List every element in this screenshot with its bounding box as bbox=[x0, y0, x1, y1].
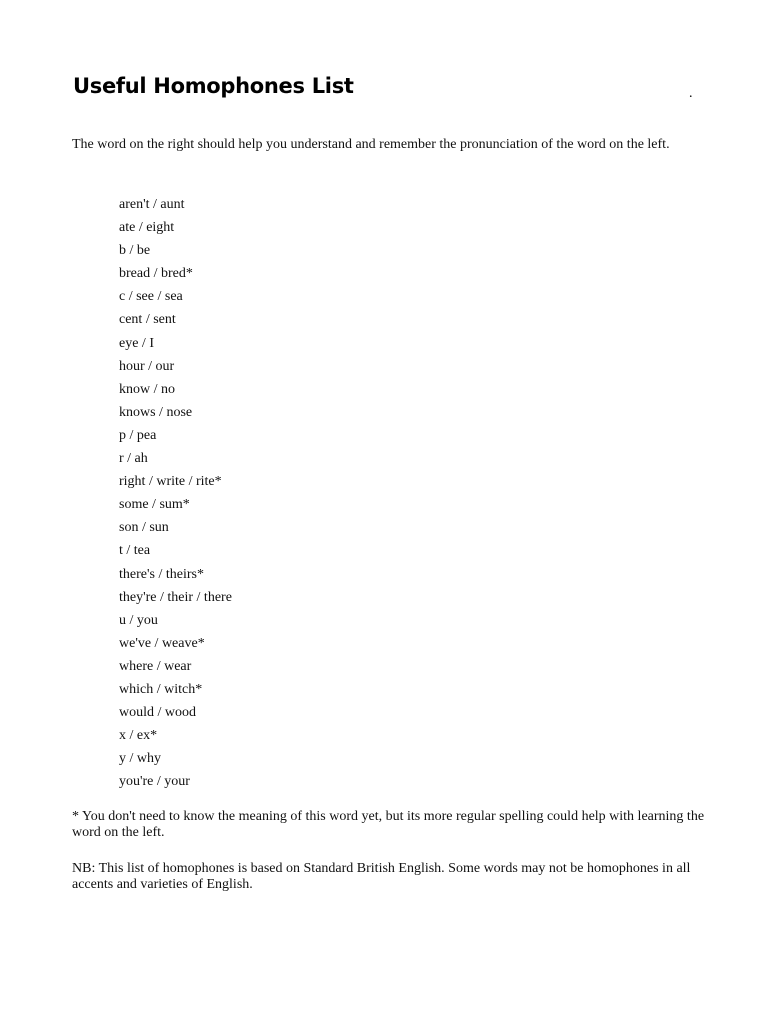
stray-mark: . bbox=[689, 86, 693, 101]
list-item: knows / nose bbox=[119, 404, 193, 420]
list-item: which / witch* bbox=[119, 681, 203, 697]
list-item: know / no bbox=[119, 381, 175, 397]
list-item: t / tea bbox=[119, 543, 151, 559]
nb-note: NB: This list of homophones is based on Standard British English. Some words may not be homophones in all accents and varieties of English. bbox=[72, 861, 691, 892]
list-item: son / sun bbox=[119, 520, 169, 536]
list-item: would / wood bbox=[119, 705, 196, 721]
list-item: c / see / sea bbox=[119, 289, 183, 305]
list-item: we've / weave* bbox=[119, 635, 205, 651]
list-item: bread / bred* bbox=[119, 266, 193, 282]
homophone-list bbox=[119, 195, 232, 795]
list-item: eye / I bbox=[119, 335, 154, 351]
list-item: b / be bbox=[119, 243, 151, 259]
page-title: Useful Homophones List bbox=[73, 74, 354, 98]
list-item: r / ah bbox=[119, 451, 148, 467]
list-item: you're / your bbox=[119, 774, 190, 790]
list-item: x / ex* bbox=[119, 728, 158, 744]
intro-paragraph: The word on the right should help you understand and remember the pronunciation of the word on the left. bbox=[72, 137, 670, 152]
footnote: * You don't need to know the meaning of this word yet, but its more regular spelling could help with learning the word on the left. bbox=[72, 809, 705, 840]
list-item: p / pea bbox=[119, 427, 157, 443]
list-item: right / write / rite* bbox=[119, 474, 222, 490]
list-item: there's / theirs* bbox=[119, 566, 204, 582]
list-item: they're / their / there bbox=[119, 589, 232, 605]
list-item: where / wear bbox=[119, 658, 192, 674]
list-item: aren't / aunt bbox=[119, 197, 185, 212]
list-item: u / you bbox=[119, 612, 158, 628]
list-item: ate / eight bbox=[119, 220, 175, 236]
list-item: y / why bbox=[119, 751, 161, 767]
list-item: hour / our bbox=[119, 358, 175, 374]
list-item: cent / sent bbox=[119, 312, 176, 328]
list-item: some / sum* bbox=[119, 497, 190, 513]
